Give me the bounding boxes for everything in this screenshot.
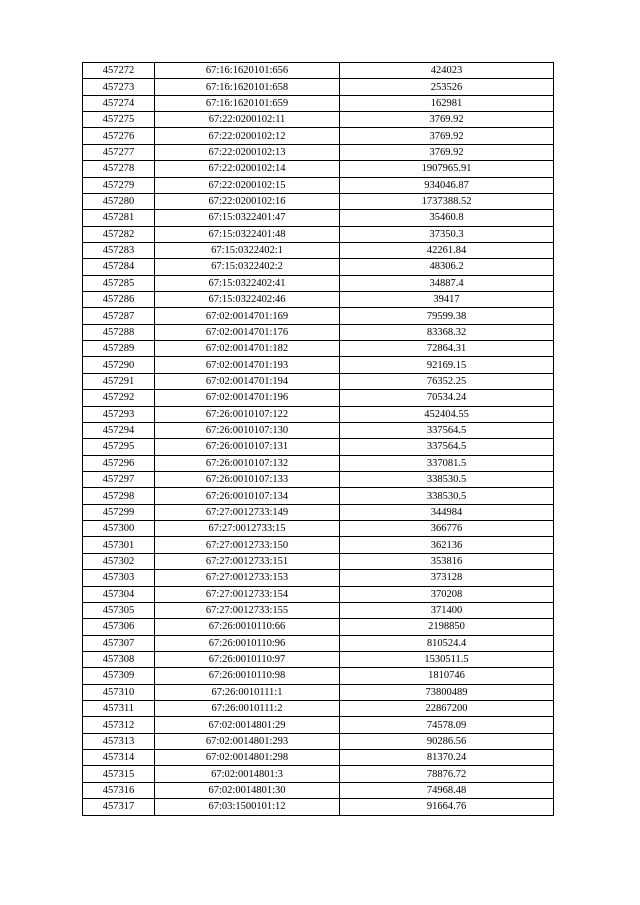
table-row <box>83 128 554 144</box>
row-number-cell: 457303 <box>83 570 155 586</box>
row-number-cell: 457310 <box>83 684 155 700</box>
table-row <box>83 210 554 226</box>
cadastral-number-cell: 67:02:0014701:193 <box>155 357 340 373</box>
table-row <box>83 750 554 766</box>
row-number-cell: 457308 <box>83 651 155 667</box>
value-cell: 1810746 <box>340 668 554 684</box>
cadastral-number-cell: 67:27:0012733:151 <box>155 553 340 569</box>
value-cell: 83368.32 <box>340 324 554 340</box>
value-cell: 2198850 <box>340 619 554 635</box>
table-row <box>83 406 554 422</box>
row-number-cell: 457306 <box>83 619 155 635</box>
table-row <box>83 717 554 733</box>
table-row <box>83 161 554 177</box>
table-row <box>83 733 554 749</box>
row-number-cell: 457276 <box>83 128 155 144</box>
value-cell: 81370.24 <box>340 750 554 766</box>
cadastral-number-cell: 67:15:0322402:2 <box>155 259 340 275</box>
row-number-cell: 457309 <box>83 668 155 684</box>
table-row <box>83 226 554 242</box>
cadastral-number-cell: 67:16:1620101:656 <box>155 63 340 79</box>
cadastral-number-cell: 67:02:0014801:29 <box>155 717 340 733</box>
table-row <box>83 422 554 438</box>
cadastral-number-cell: 67:26:0010107:131 <box>155 439 340 455</box>
table-row <box>83 782 554 798</box>
cadastral-number-cell: 67:15:0322402:41 <box>155 275 340 291</box>
cadastral-number-cell: 67:22:0200102:15 <box>155 177 340 193</box>
table-row <box>83 651 554 667</box>
row-number-cell: 457315 <box>83 766 155 782</box>
cadastral-number-cell: 67:27:0012733:15 <box>155 521 340 537</box>
table-row <box>83 701 554 717</box>
table-row <box>83 357 554 373</box>
row-number-cell: 457301 <box>83 537 155 553</box>
table-row <box>83 439 554 455</box>
row-number-cell: 457316 <box>83 782 155 798</box>
row-number-cell: 457292 <box>83 390 155 406</box>
cadastral-number-cell: 67:22:0200102:13 <box>155 144 340 160</box>
cadastral-number-cell: 67:16:1620101:659 <box>155 95 340 111</box>
row-number-cell: 457302 <box>83 553 155 569</box>
cadastral-number-cell: 67:26:0010107:132 <box>155 455 340 471</box>
row-number-cell: 457278 <box>83 161 155 177</box>
row-number-cell: 457288 <box>83 324 155 340</box>
row-number-cell: 457305 <box>83 602 155 618</box>
value-cell: 22867200 <box>340 701 554 717</box>
value-cell: 934046.87 <box>340 177 554 193</box>
cadastral-number-cell: 67:02:0014701:194 <box>155 373 340 389</box>
table-row <box>83 373 554 389</box>
table-row <box>83 390 554 406</box>
table-row <box>83 63 554 79</box>
table-row <box>83 766 554 782</box>
cadastral-number-cell: 67:22:0200102:12 <box>155 128 340 144</box>
row-number-cell: 457300 <box>83 521 155 537</box>
table-row <box>83 684 554 700</box>
cadastral-number-cell: 67:26:0010110:66 <box>155 619 340 635</box>
row-number-cell: 457307 <box>83 635 155 651</box>
cadastral-number-cell: 67:26:0010107:133 <box>155 471 340 487</box>
cadastral-number-cell: 67:15:0322401:48 <box>155 226 340 242</box>
data-table <box>82 62 554 816</box>
value-cell: 810524.4 <box>340 635 554 651</box>
value-cell: 74968.48 <box>340 782 554 798</box>
row-number-cell: 457286 <box>83 292 155 308</box>
row-number-cell: 457284 <box>83 259 155 275</box>
value-cell: 78876.72 <box>340 766 554 782</box>
value-cell: 3769.92 <box>340 128 554 144</box>
table-row <box>83 193 554 209</box>
table-row <box>83 79 554 95</box>
table-row <box>83 471 554 487</box>
cadastral-number-cell: 67:26:0010110:96 <box>155 635 340 651</box>
row-number-cell: 457294 <box>83 422 155 438</box>
table-row <box>83 635 554 651</box>
value-cell: 362136 <box>340 537 554 553</box>
row-number-cell: 457312 <box>83 717 155 733</box>
value-cell: 1530511.5 <box>340 651 554 667</box>
row-number-cell: 457282 <box>83 226 155 242</box>
cadastral-number-cell: 67:15:0322402:46 <box>155 292 340 308</box>
value-cell: 337564.5 <box>340 422 554 438</box>
row-number-cell: 457289 <box>83 341 155 357</box>
table-row <box>83 668 554 684</box>
table-row <box>83 144 554 160</box>
cadastral-number-cell: 67:22:0200102:11 <box>155 112 340 128</box>
row-number-cell: 457298 <box>83 488 155 504</box>
table-row <box>83 586 554 602</box>
cadastral-number-cell: 67:26:0010107:122 <box>155 406 340 422</box>
value-cell: 39417 <box>340 292 554 308</box>
value-cell: 48306.2 <box>340 259 554 275</box>
cadastral-number-cell: 67:26:0010111:2 <box>155 701 340 717</box>
row-number-cell: 457291 <box>83 373 155 389</box>
value-cell: 337081.5 <box>340 455 554 471</box>
table-row <box>83 504 554 520</box>
row-number-cell: 457275 <box>83 112 155 128</box>
cadastral-number-cell: 67:02:0014801:293 <box>155 733 340 749</box>
cadastral-number-cell: 67:02:0014701:182 <box>155 341 340 357</box>
table-row <box>83 95 554 111</box>
cadastral-number-cell: 67:15:0322402:1 <box>155 242 340 258</box>
value-cell: 373128 <box>340 570 554 586</box>
value-cell: 72864.31 <box>340 341 554 357</box>
table-row <box>83 341 554 357</box>
row-number-cell: 457293 <box>83 406 155 422</box>
row-number-cell: 457283 <box>83 242 155 258</box>
value-cell: 37350.3 <box>340 226 554 242</box>
cadastral-number-cell: 67:26:0010110:97 <box>155 651 340 667</box>
cadastral-number-cell: 67:27:0012733:155 <box>155 602 340 618</box>
cadastral-number-cell: 67:15:0322401:47 <box>155 210 340 226</box>
table-row <box>83 455 554 471</box>
cadastral-number-cell: 67:27:0012733:153 <box>155 570 340 586</box>
cadastral-number-cell: 67:26:0010107:130 <box>155 422 340 438</box>
row-number-cell: 457304 <box>83 586 155 602</box>
row-number-cell: 457317 <box>83 799 155 815</box>
value-cell: 338530.5 <box>340 471 554 487</box>
table-row <box>83 553 554 569</box>
table-row <box>83 324 554 340</box>
row-number-cell: 457287 <box>83 308 155 324</box>
value-cell: 3769.92 <box>340 112 554 128</box>
cadastral-number-cell: 67:27:0012733:150 <box>155 537 340 553</box>
table-row <box>83 112 554 128</box>
table-row <box>83 521 554 537</box>
table-body <box>83 63 554 816</box>
value-cell: 344984 <box>340 504 554 520</box>
cadastral-number-cell: 67:02:0014801:30 <box>155 782 340 798</box>
row-number-cell: 457274 <box>83 95 155 111</box>
cadastral-number-cell: 67:26:0010111:1 <box>155 684 340 700</box>
cadastral-number-cell: 67:03:1500101:12 <box>155 799 340 815</box>
table-row <box>83 259 554 275</box>
cadastral-number-cell: 67:22:0200102:16 <box>155 193 340 209</box>
row-number-cell: 457279 <box>83 177 155 193</box>
value-cell: 353816 <box>340 553 554 569</box>
cadastral-number-cell: 67:22:0200102:14 <box>155 161 340 177</box>
value-cell: 1737388.52 <box>340 193 554 209</box>
value-cell: 42261.84 <box>340 242 554 258</box>
row-number-cell: 457297 <box>83 471 155 487</box>
value-cell: 452404.55 <box>340 406 554 422</box>
cadastral-number-cell: 67:02:0014801:298 <box>155 750 340 766</box>
row-number-cell: 457273 <box>83 79 155 95</box>
value-cell: 338530.5 <box>340 488 554 504</box>
value-cell: 76352.25 <box>340 373 554 389</box>
table-row <box>83 619 554 635</box>
table-row <box>83 602 554 618</box>
row-number-cell: 457296 <box>83 455 155 471</box>
table-row <box>83 537 554 553</box>
table-row <box>83 488 554 504</box>
value-cell: 79599.38 <box>340 308 554 324</box>
value-cell: 91664.76 <box>340 799 554 815</box>
value-cell: 366776 <box>340 521 554 537</box>
value-cell: 337564.5 <box>340 439 554 455</box>
table-row <box>83 799 554 815</box>
value-cell: 70534.24 <box>340 390 554 406</box>
cadastral-number-cell: 67:02:0014801:3 <box>155 766 340 782</box>
cadastral-number-cell: 67:02:0014701:176 <box>155 324 340 340</box>
value-cell: 370208 <box>340 586 554 602</box>
value-cell: 162981 <box>340 95 554 111</box>
table-row <box>83 570 554 586</box>
value-cell: 73800489 <box>340 684 554 700</box>
row-number-cell: 457277 <box>83 144 155 160</box>
row-number-cell: 457314 <box>83 750 155 766</box>
row-number-cell: 457285 <box>83 275 155 291</box>
row-number-cell: 457295 <box>83 439 155 455</box>
value-cell: 371400 <box>340 602 554 618</box>
value-cell: 424023 <box>340 63 554 79</box>
table-row <box>83 242 554 258</box>
row-number-cell: 457299 <box>83 504 155 520</box>
row-number-cell: 457290 <box>83 357 155 373</box>
cadastral-number-cell: 67:02:0014701:196 <box>155 390 340 406</box>
cadastral-number-cell: 67:16:1620101:658 <box>155 79 340 95</box>
cadastral-number-cell: 67:26:0010110:98 <box>155 668 340 684</box>
value-cell: 34887.4 <box>340 275 554 291</box>
row-number-cell: 457272 <box>83 63 155 79</box>
row-number-cell: 457311 <box>83 701 155 717</box>
table-row <box>83 275 554 291</box>
cadastral-number-cell: 67:27:0012733:149 <box>155 504 340 520</box>
value-cell: 74578.09 <box>340 717 554 733</box>
table-row <box>83 292 554 308</box>
value-cell: 1907965.91 <box>340 161 554 177</box>
cadastral-number-cell: 67:26:0010107:134 <box>155 488 340 504</box>
value-cell: 253526 <box>340 79 554 95</box>
table-row <box>83 308 554 324</box>
value-cell: 90286.56 <box>340 733 554 749</box>
cadastral-number-cell: 67:02:0014701:169 <box>155 308 340 324</box>
table-row <box>83 177 554 193</box>
cadastral-number-cell: 67:27:0012733:154 <box>155 586 340 602</box>
row-number-cell: 457281 <box>83 210 155 226</box>
value-cell: 35460.8 <box>340 210 554 226</box>
value-cell: 3769.92 <box>340 144 554 160</box>
value-cell: 92169.15 <box>340 357 554 373</box>
row-number-cell: 457280 <box>83 193 155 209</box>
row-number-cell: 457313 <box>83 733 155 749</box>
